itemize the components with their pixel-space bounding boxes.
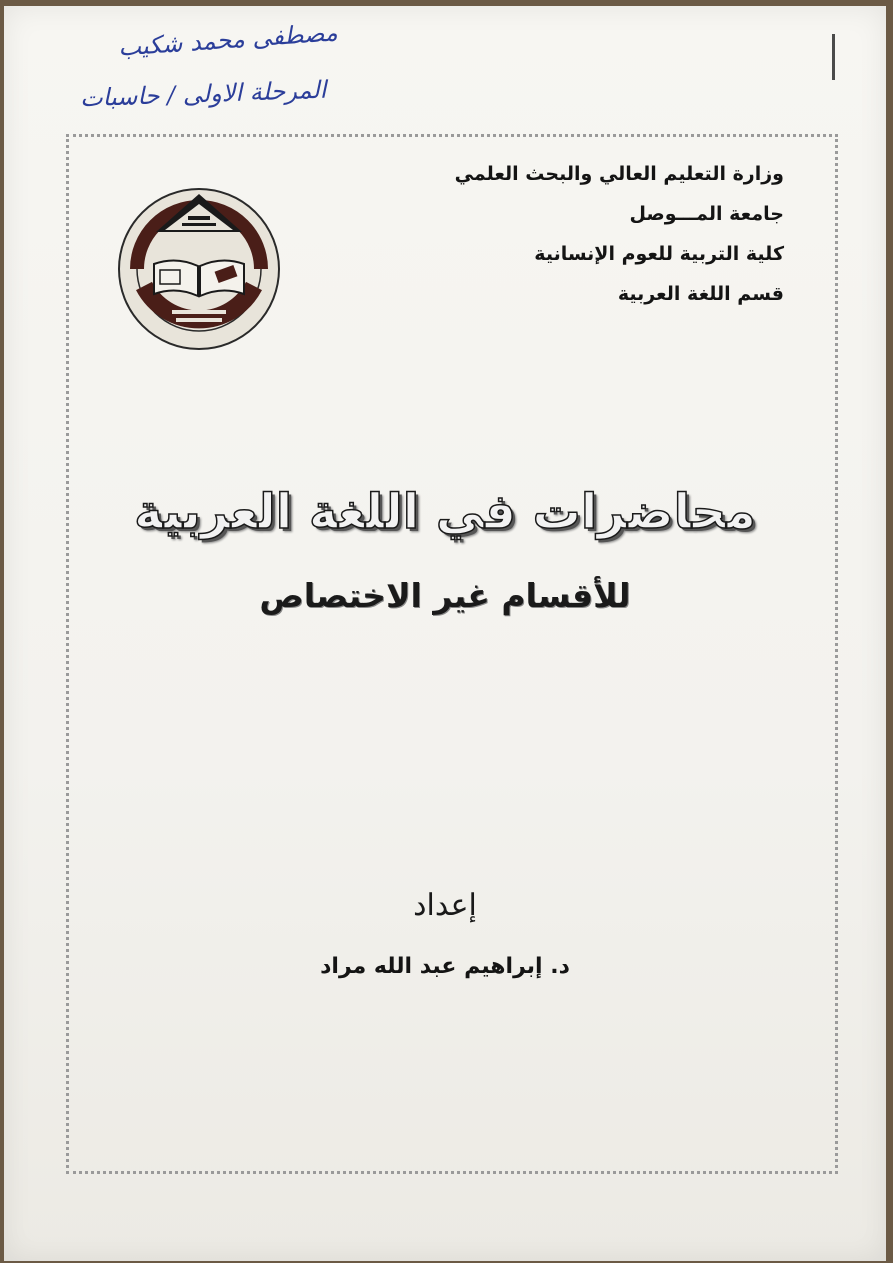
handwritten-name: مصطفى محمد شكيب xyxy=(117,18,339,62)
page-margin-mark xyxy=(832,34,835,80)
department-line: قسم اللغة العربية xyxy=(617,283,784,305)
author-name: د. إبراهيم عبد الله مراد xyxy=(320,954,570,979)
prepared-by-label: إعداد xyxy=(413,888,477,923)
handwritten-stage: المرحلة الاولى / حاسبات xyxy=(79,75,327,113)
document-title: محاضرات في اللغة العربية xyxy=(134,484,756,540)
institution-header xyxy=(455,154,784,314)
ministry-line: وزارة التعليم العالي والبحث العلمي xyxy=(454,163,784,185)
document-subtitle: للأقسام غير الاختصاص xyxy=(259,576,631,615)
university-seal-icon xyxy=(116,186,282,352)
university-line: جامعة المـــوصل xyxy=(629,203,784,225)
college-line: كلية التربية للعوم الإنسانية xyxy=(534,243,784,265)
document-page xyxy=(4,6,886,1261)
